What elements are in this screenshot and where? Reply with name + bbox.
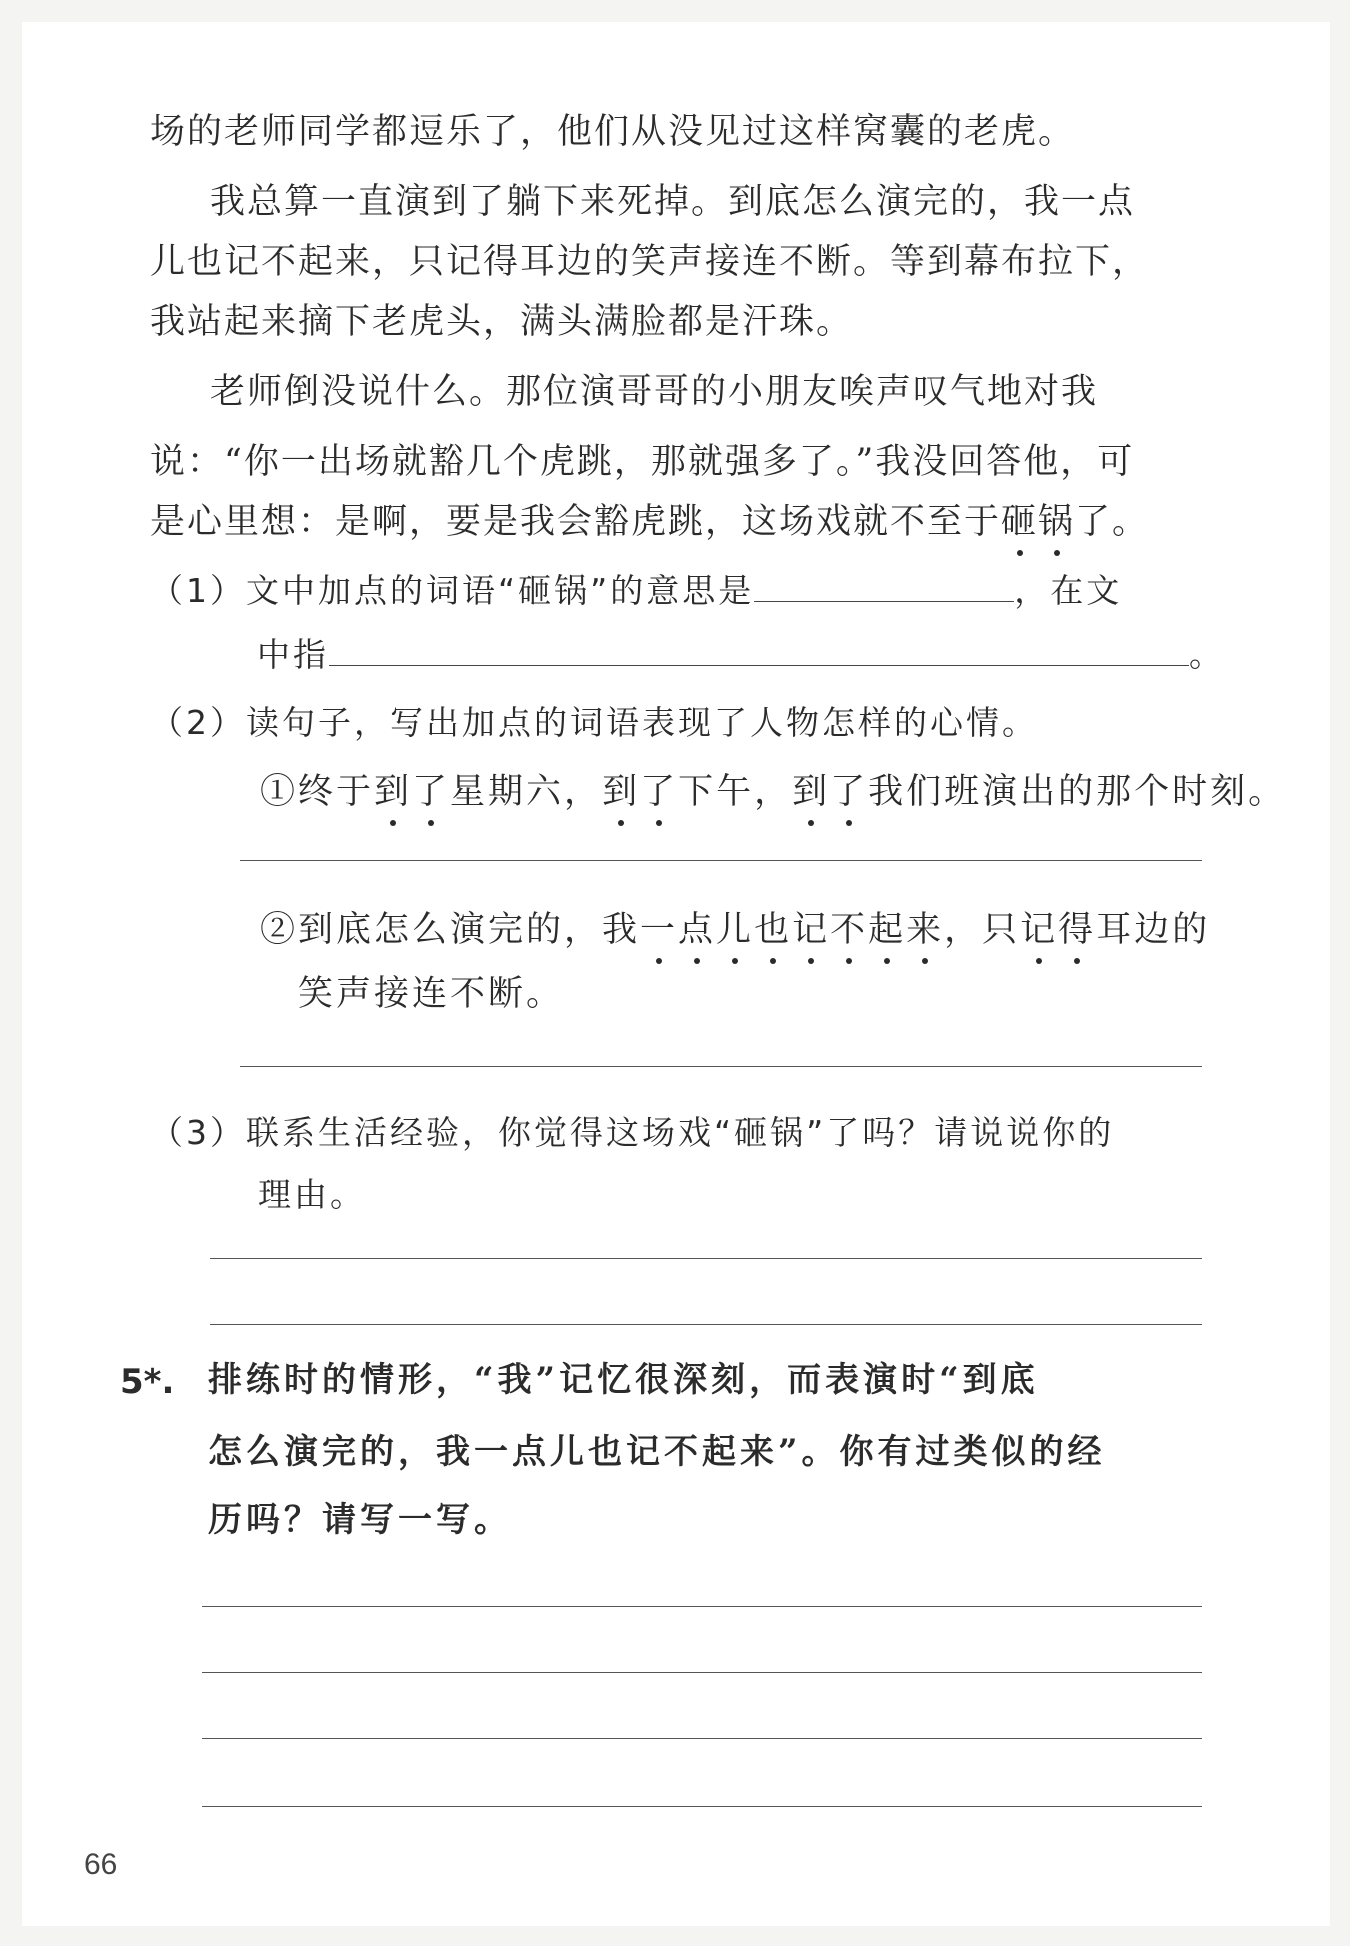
sentence-1-emphasized-daole-3 (792, 772, 868, 812)
answer-line-sentence-1[interactable] (240, 860, 1202, 861)
passage-line-1: 场的老师同学都逗乐了，他们从没见过这样窝囊的老虎。 (150, 112, 1076, 152)
question-5-line-1: 排练时的情形，“我”记忆很深刻，而表演时“到底 (208, 1360, 1039, 1400)
passage-line-2: 我总算一直演到了躺下来死掉。到底怎么演完的，我一点 (210, 182, 1136, 222)
emphasis-char: 了 (640, 772, 679, 812)
sentence-2-emphasized-phrase (640, 910, 944, 950)
answer-line-q5-4[interactable] (202, 1806, 1202, 1807)
sentence-1-part: 下午， (678, 772, 793, 812)
sentence-2-part: 耳边的 (1096, 910, 1211, 950)
emphasis-char: 来 (906, 910, 945, 950)
question-2-sentence-2 (260, 908, 1210, 952)
emphasis-char: 了 (412, 772, 451, 812)
emphasis-char: 锅 (1038, 502, 1076, 542)
question-5-line-2: 怎么演完的，我一点儿也记不起来”。你有过类似的经 (208, 1432, 1106, 1472)
page-number: 66 (84, 1848, 118, 1881)
workbook-page (22, 22, 1330, 1926)
sentence-2-part: ②到底怎么演完的，我 (260, 910, 641, 950)
question-1 (150, 570, 1122, 612)
sentence-1-emphasized-daole-1 (374, 772, 450, 812)
emphasis-char: 得 (1058, 910, 1097, 950)
answer-blank-meaning[interactable] (754, 571, 1014, 602)
sentence-2-emphasized-jide (1020, 910, 1096, 950)
question-1-line-2 (257, 634, 1225, 676)
emphasized-word-zaguo (1001, 502, 1075, 542)
question-2-number: （2） (150, 703, 246, 742)
emphasis-char: 一 (640, 910, 679, 950)
question-5-line-3: 历吗？请写一写。 (208, 1500, 512, 1540)
emphasis-char: 了 (830, 772, 869, 812)
emphasis-char: 到 (792, 772, 831, 812)
emphasis-char: 起 (868, 910, 907, 950)
emphasis-char: 点 (678, 910, 717, 950)
question-1-text-a: 文中加点的词语“砸锅”的意思是 (246, 571, 755, 610)
emphasis-char: 砸 (1001, 502, 1039, 542)
question-3-text: 联系生活经验，你觉得这场戏“砸锅”了吗？请说说你的 (246, 1113, 1115, 1152)
emphasis-char: 到 (374, 772, 413, 812)
question-1-text-b: ，在文 (1014, 571, 1123, 610)
question-3-text-2: 理由。 (258, 1175, 366, 1214)
sentence-1-emphasized-daole-2 (602, 772, 678, 812)
answer-line-q5-1[interactable] (202, 1606, 1202, 1607)
emphasis-char: 记 (792, 910, 831, 950)
question-1-number: （1） (150, 571, 246, 610)
passage-line-7-text-b: 了。 (1075, 502, 1150, 542)
passage-line-6: 说：“你一出场就豁几个虎跳，那就强多了。”我没回答他，可 (150, 442, 1135, 482)
answer-line-sentence-2[interactable] (240, 1066, 1202, 1067)
sentence-2-part: ，只 (944, 910, 1021, 950)
answer-blank-refers-to[interactable] (329, 635, 1189, 666)
sentence-1-part: ①终于 (260, 772, 375, 812)
passage-line-7 (150, 500, 1149, 544)
question-2-text: 读句子，写出加点的词语表现了人物怎样的心情。 (246, 703, 1038, 742)
answer-line-q3-2[interactable] (210, 1324, 1202, 1325)
question-3 (150, 1112, 1114, 1154)
question-5-number: 5*. (120, 1362, 175, 1402)
question-3-number: （3） (150, 1113, 246, 1152)
passage-line-7-text-a: 是心里想：是啊，要是我会豁虎跳，这场戏就不至于 (150, 502, 1002, 542)
sentence-1-part: 我们班演出的那个时刻。 (868, 772, 1287, 812)
answer-line-q5-3[interactable] (202, 1738, 1202, 1739)
passage-line-3: 儿也记不起来，只记得耳边的笑声接连不断。等到幕布拉下， (150, 242, 1150, 282)
passage-line-4: 我站起来摘下老虎头，满头满脸都是汗珠。 (150, 302, 854, 342)
emphasis-char: 儿 (716, 910, 755, 950)
question-1-text-c: 中指 (257, 635, 329, 674)
question-1-text-d: 。 (1189, 635, 1225, 674)
emphasis-char: 也 (754, 910, 793, 950)
answer-line-q3-1[interactable] (210, 1258, 1202, 1259)
question-2-sentence-1 (260, 770, 1286, 814)
question-2 (150, 702, 1038, 744)
passage-line-5: 老师倒没说什么。那位演哥哥的小朋友唉声叹气地对我 (210, 372, 1099, 412)
emphasis-char: 记 (1020, 910, 1059, 950)
emphasis-char: 到 (602, 772, 641, 812)
sentence-1-part: 星期六， (450, 772, 603, 812)
emphasis-char: 不 (830, 910, 869, 950)
question-2-sentence-2-line-2: 笑声接连不断。 (298, 974, 565, 1014)
answer-line-q5-2[interactable] (202, 1672, 1202, 1673)
